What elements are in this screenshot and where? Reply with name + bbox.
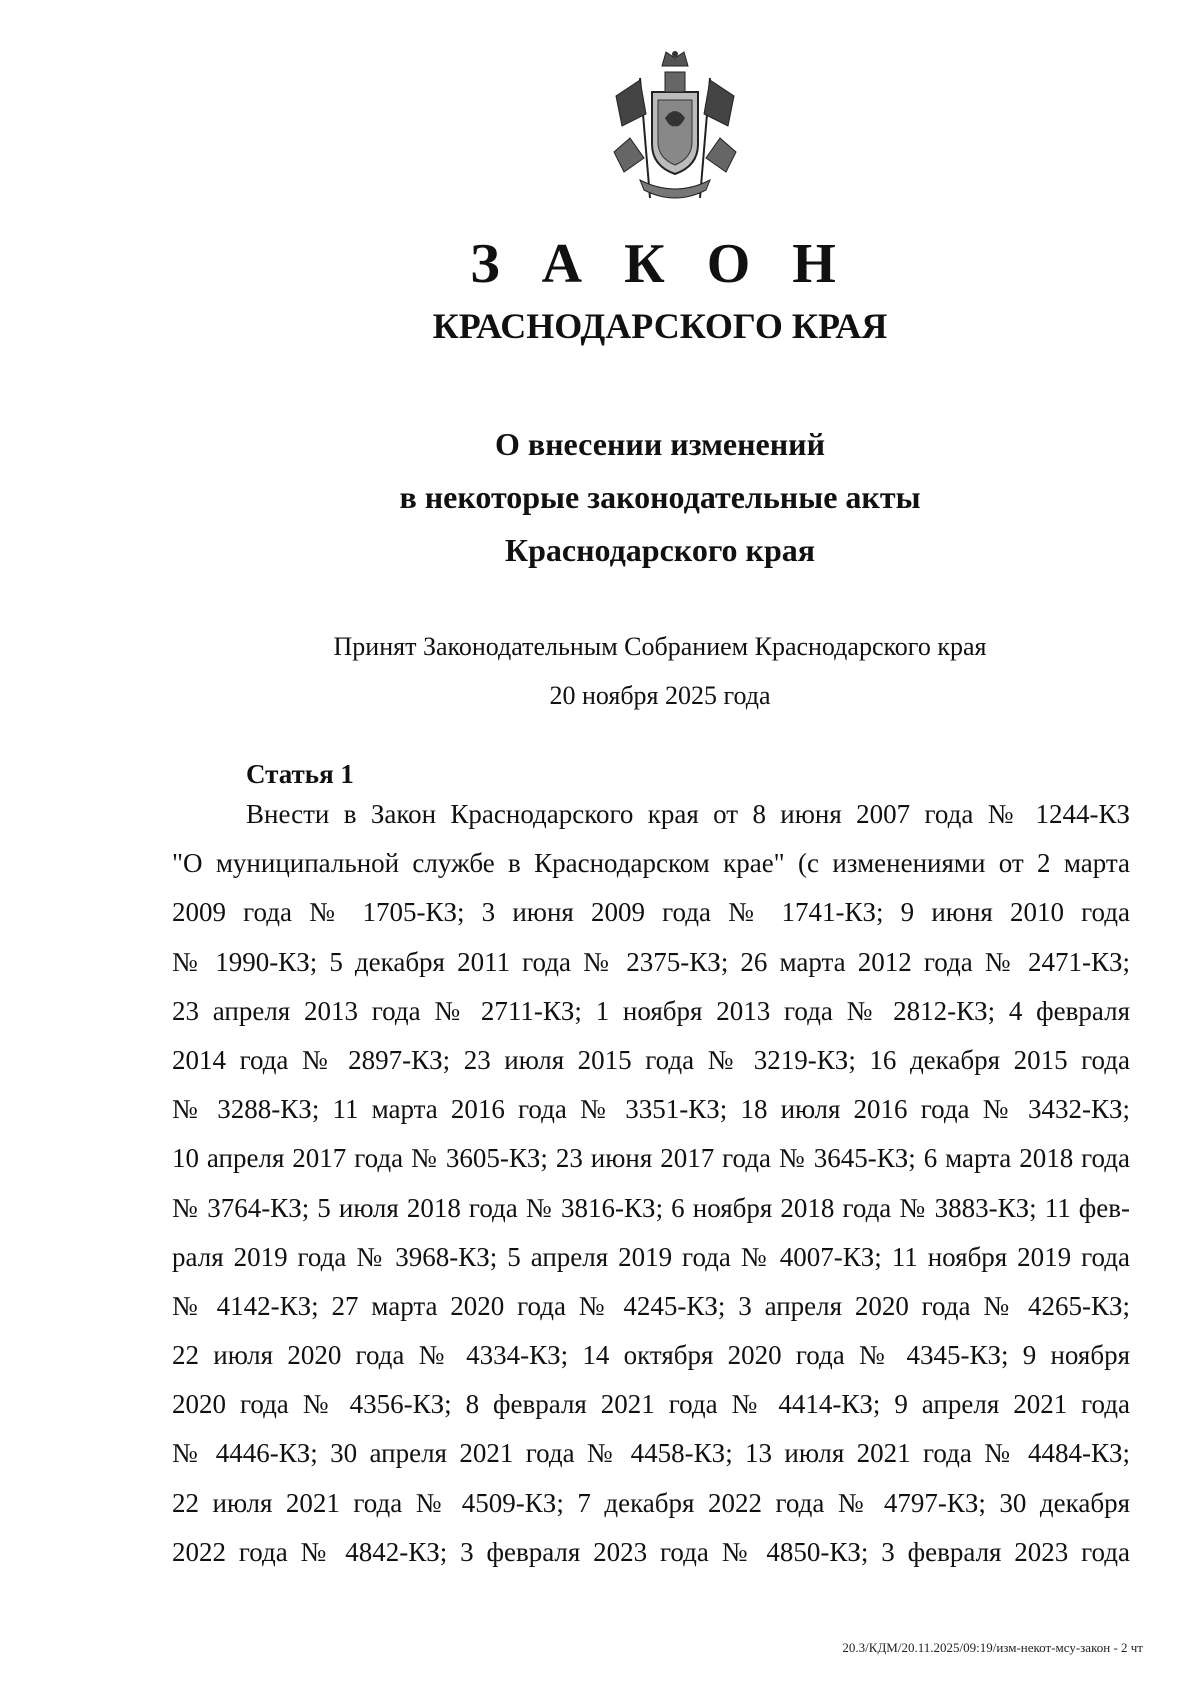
body-line: № 3764-КЗ; 5 июля 2018 года № 3816-КЗ; 6 ноября 2018 года № 3883-КЗ; 11 фев- [172, 1192, 1130, 1223]
adoption-note [0, 622, 1200, 720]
adoption-body: Принят Законодательным Собранием Краснодарского края [333, 632, 987, 661]
region-name: КРАСНОДАРСКОГО КРАЯ [432, 306, 888, 346]
body-line: № 3288-КЗ; 11 марта 2016 года № 3351-КЗ; 18 июля 2016 года № 3432-КЗ; [172, 1094, 1130, 1125]
body-line: 2020 года № 4356-КЗ; 8 февраля 2021 года № 4414-КЗ; 9 апреля 2021 года [172, 1389, 1130, 1420]
law-title: З А К О Н [470, 233, 850, 295]
body-line: 23 апреля 2013 года № 2711-КЗ; 1 ноября 2013 года № 2812-КЗ; 4 февраля [172, 995, 1130, 1026]
article-body [172, 790, 1130, 1577]
body-line: 22 июля 2020 года № 4334-КЗ; 14 октября 2020 года № 4345-КЗ; 9 ноября [172, 1340, 1130, 1371]
body-line: раля 2019 года № 3968-КЗ; 5 апреля 2019 года № 4007-КЗ; 11 ноября 2019 года [172, 1241, 1130, 1272]
law-subject [0, 418, 1200, 577]
body-line: 2009 года № 1705-КЗ; 3 июня 2009 года № 1741-КЗ; 9 июня 2010 года [172, 897, 1130, 928]
body-line: № 1990-КЗ; 5 декабря 2011 года № 2375-КЗ; 26 марта 2012 года № 2471-КЗ; [172, 946, 1130, 977]
body-line: "О муниципальной службе в Краснодарском крае" (с изменениями от 2 марта [172, 848, 1130, 879]
law-subject-line: О внесении изменений [494, 426, 826, 462]
body-line: № 4142-КЗ; 27 марта 2020 года № 4245-КЗ; 3 апреля 2020 года № 4265-КЗ; [172, 1290, 1130, 1321]
body-line: № 4446-КЗ; 30 апреля 2021 года № 4458-КЗ; 13 июля 2021 года № 4484-КЗ; [172, 1438, 1130, 1469]
body-line: 22 июля 2021 года № 4509-КЗ; 7 декабря 2022 года № 4797-КЗ; 30 декабря [172, 1487, 1130, 1518]
body-line: 10 апреля 2017 года № 3605-КЗ; 23 июня 2017 года № 3645-КЗ; 6 марта 2018 года [172, 1143, 1130, 1174]
document-reference: 20.3/КДМ/20.11.2025/09:19/изм-некот-мсу-закон - 2 чт [842, 1640, 1143, 1655]
article-heading: Статья 1 [246, 759, 354, 789]
adoption-date: 20 ноября 2025 года [549, 681, 771, 710]
body-line: 2022 года № 4842-КЗ; 3 февраля 2023 года № 4850-КЗ; 3 февраля 2023 года [172, 1536, 1130, 1567]
body-line: 2014 года № 2897-КЗ; 23 июля 2015 года № 3219-КЗ; 16 декабря 2015 года [172, 1044, 1130, 1075]
law-subject-line: Краснодарского края [504, 532, 816, 568]
law-subject-line: в некоторые законодательные акты [399, 479, 921, 515]
body-line: Внести в Закон Краснодарского края от 8 июня 2007 года № 1244-КЗ [246, 799, 1130, 829]
coat-of-arms-icon [610, 48, 740, 206]
